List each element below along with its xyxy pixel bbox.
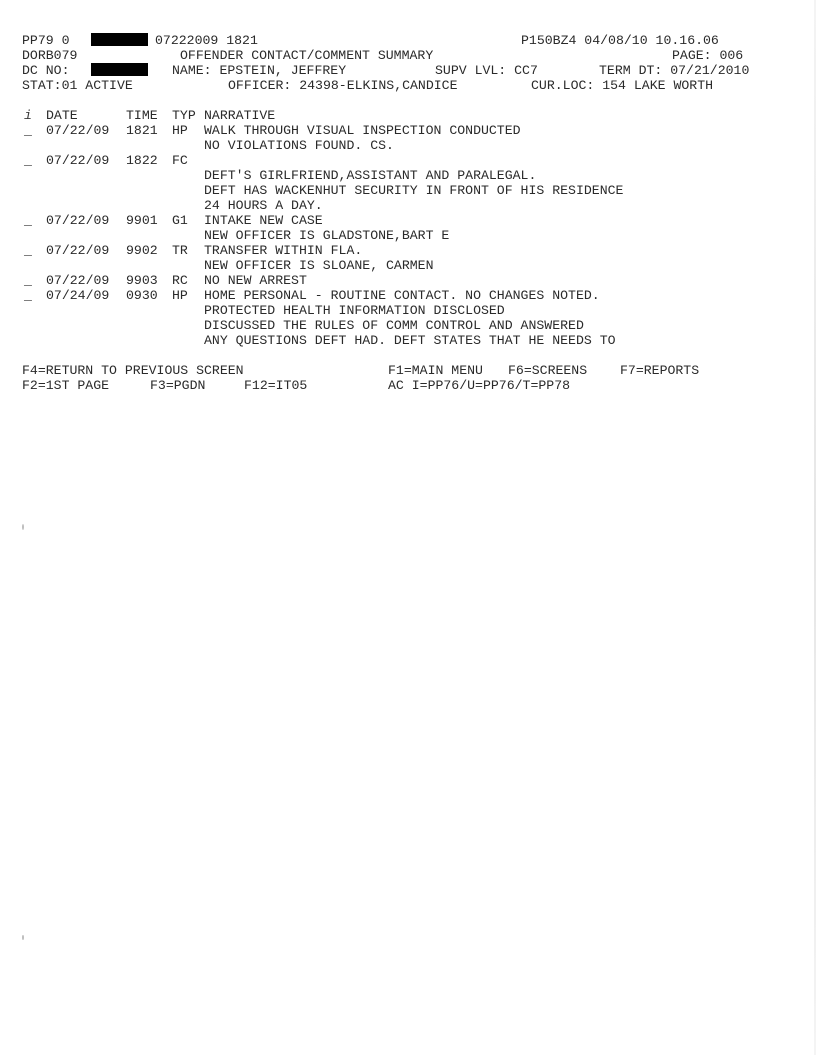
entry-narrative: TRANSFER WITHIN FLA. — [204, 243, 363, 258]
narrative-continuation-row — [22, 138, 802, 153]
f6-screens-key[interactable]: F6=SCREENS — [508, 363, 588, 378]
entry-narrative: INTAKE NEW CASE — [204, 213, 323, 228]
function-key-bar — [22, 363, 802, 393]
page-title: OFFENDER CONTACT/COMMENT SUMMARY — [180, 48, 434, 63]
f12-it05-key[interactable]: F12=IT05 — [244, 378, 308, 393]
entry-date: 07/22/09 — [46, 123, 110, 138]
entry-narrative: NO NEW ARREST — [204, 273, 307, 288]
dc-number-label: DC NO: — [22, 63, 70, 78]
entry-date: 07/22/09 — [46, 213, 110, 228]
entry-narrative: NEW OFFICER IS SLOANE, CARMEN — [204, 258, 434, 273]
narrative-continuation-row — [22, 333, 802, 348]
terminal-screen — [22, 33, 802, 393]
scan-speck — [22, 524, 24, 530]
narrative-continuation-row — [22, 258, 802, 273]
current-location: CUR.LOC: 154 LAKE WORTH — [531, 78, 714, 93]
contact-entry-row — [22, 273, 802, 288]
narrative-continuation-row — [22, 183, 802, 198]
entry-type-code: HP — [172, 123, 188, 138]
officer: OFFICER: 24398-ELKINS,CANDICE — [228, 78, 458, 93]
entry-type-code: FC — [172, 153, 188, 168]
date-column-header: DATE — [46, 108, 78, 123]
contact-entry-row — [22, 243, 802, 258]
print-stamp: P150BZ4 04/08/10 10.16.06 — [521, 33, 719, 48]
supervision-level: SUPV LVL: CC7 — [435, 63, 538, 78]
entry-select-field[interactable]: _ — [24, 243, 32, 258]
entry-time: 1821 — [126, 123, 158, 138]
entry-narrative: HOME PERSONAL - ROUTINE CONTACT. NO CHANGES NOTED. — [204, 288, 600, 303]
contact-entry-row — [22, 153, 802, 168]
header-line-1 — [22, 33, 802, 48]
record-date-time: 07222009 1821 — [155, 33, 258, 48]
entry-date: 07/22/09 — [46, 153, 110, 168]
sel-column-header: i — [24, 108, 32, 123]
column-headers — [22, 108, 802, 123]
entry-narrative: WALK THROUGH VISUAL INSPECTION CONDUCTED — [204, 123, 521, 138]
contact-entry-row — [22, 123, 802, 138]
status: STAT:01 ACTIVE — [22, 78, 133, 93]
redaction-box — [91, 33, 148, 46]
entry-time: 1822 — [126, 153, 158, 168]
narrative-column-header: NARRATIVE — [204, 108, 276, 123]
header-line-2 — [22, 48, 802, 63]
typ-column-header: TYP — [172, 108, 196, 123]
f3-page-down-key[interactable]: F3=PGDN — [150, 378, 206, 393]
program-id: DORB079 — [22, 48, 78, 63]
entry-select-field[interactable]: _ — [24, 123, 32, 138]
entry-narrative: DEFT HAS WACKENHUT SECURITY IN FRONT OF HIS RESIDENCE — [204, 183, 624, 198]
entry-narrative: ANY QUESTIONS DEFT HAD. DEFT STATES THAT HE NEEDS TO — [204, 333, 616, 348]
header-line-3 — [22, 63, 802, 78]
entry-narrative: DISCUSSED THE RULES OF COMM CONTROL AND ANSWERED — [204, 318, 584, 333]
narrative-continuation-row — [22, 198, 802, 213]
f1-main-menu-key[interactable]: F1=MAIN MENU — [388, 363, 483, 378]
narrative-continuation-row — [22, 168, 802, 183]
scan-speck — [22, 935, 24, 940]
entry-time: 0930 — [126, 288, 158, 303]
entry-time: 9902 — [126, 243, 158, 258]
entry-date: 07/24/09 — [46, 288, 110, 303]
time-column-header: TIME — [126, 108, 158, 123]
entry-narrative: PROTECTED HEALTH INFORMATION DISCLOSED — [204, 303, 505, 318]
f2-first-page-key[interactable]: F2=1ST PAGE — [22, 378, 110, 393]
entry-narrative: NEW OFFICER IS GLADSTONE,BART E — [204, 228, 450, 243]
narrative-continuation-row — [22, 303, 802, 318]
entry-select-field[interactable]: _ — [24, 153, 32, 168]
entry-narrative: 24 HOURS A DAY. — [204, 198, 323, 213]
contact-entry-row — [22, 288, 802, 303]
term-date: TERM DT: 07/21/2010 — [599, 63, 750, 78]
entry-type-code: RC — [172, 273, 188, 288]
entry-narrative: NO VIOLATIONS FOUND. CS. — [204, 138, 394, 153]
entry-select-field[interactable]: _ — [24, 288, 32, 303]
contact-entry-row — [22, 213, 802, 228]
entry-date: 07/22/09 — [46, 273, 110, 288]
action-codes: AC I=PP76/U=PP76/T=PP78 — [388, 378, 571, 393]
f4-return-key[interactable]: F4=RETURN TO PREVIOUS SCREEN — [22, 363, 244, 378]
screen-id: PP79 0 — [22, 33, 70, 48]
page-number: PAGE: 006 — [672, 48, 744, 63]
f7-reports-key[interactable]: F7=REPORTS — [620, 363, 700, 378]
entry-date: 07/22/09 — [46, 243, 110, 258]
entry-type-code: G1 — [172, 213, 188, 228]
entry-time: 9901 — [126, 213, 158, 228]
offender-name: NAME: EPSTEIN, JEFFREY — [172, 63, 347, 78]
contact-list — [22, 123, 802, 348]
entry-select-field[interactable]: _ — [24, 273, 32, 288]
narrative-continuation-row — [22, 318, 802, 333]
entry-type-code: HP — [172, 288, 188, 303]
entry-type-code: TR — [172, 243, 188, 258]
header-line-4 — [22, 78, 802, 93]
entry-select-field[interactable]: _ — [24, 213, 32, 228]
narrative-continuation-row — [22, 228, 802, 243]
redaction-box — [91, 63, 148, 76]
entry-time: 9903 — [126, 273, 158, 288]
entry-narrative: DEFT'S GIRLFRIEND,ASSISTANT AND PARALEGAL. — [204, 168, 537, 183]
